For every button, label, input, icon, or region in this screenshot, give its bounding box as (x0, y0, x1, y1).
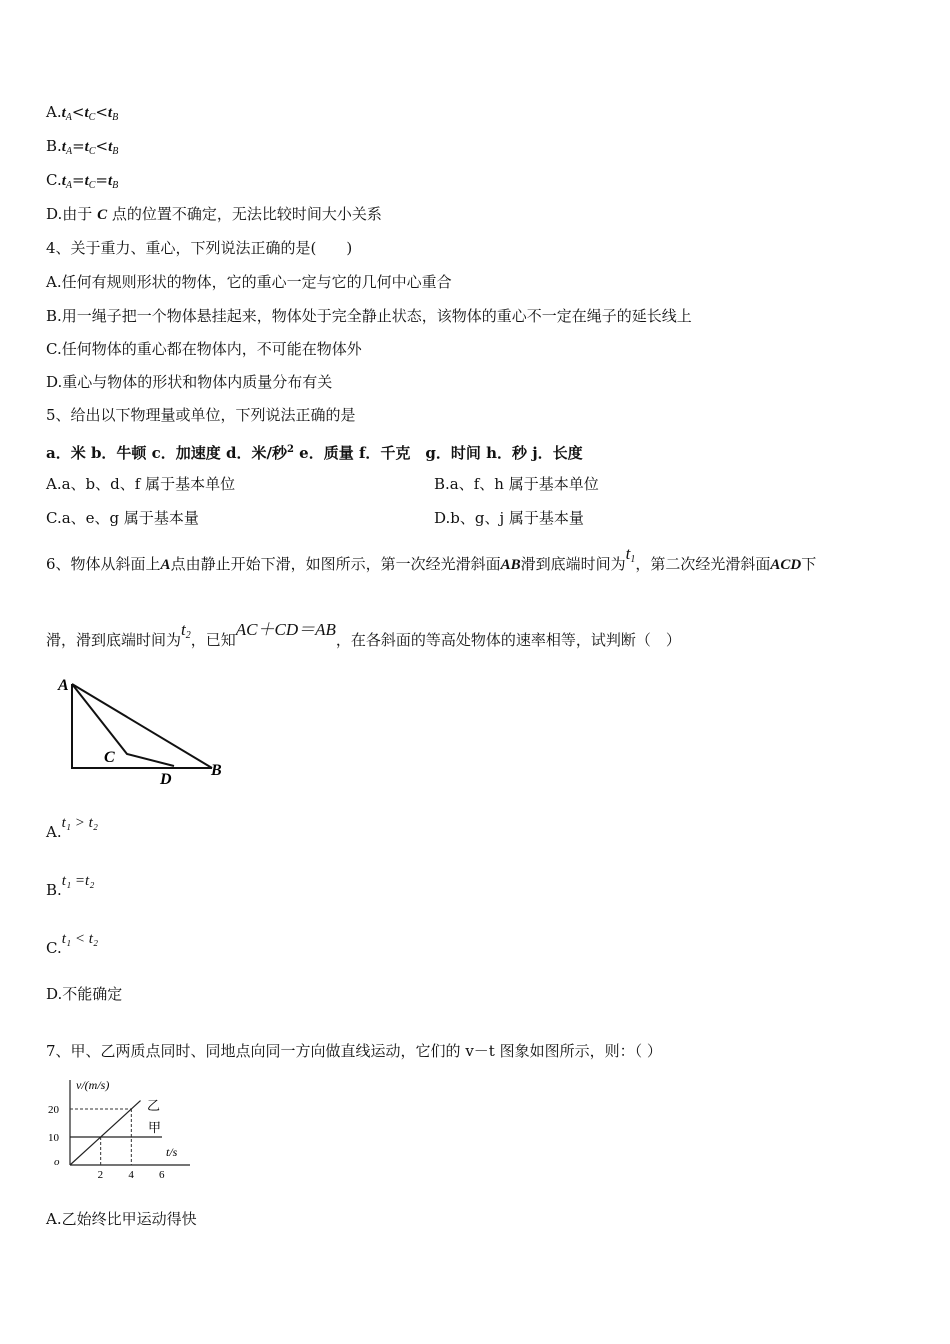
q7-vt-chart (40, 1072, 200, 1184)
q6-option-c[interactable]: C.t₁ < t₂ (46, 931, 99, 957)
q3-option-d[interactable]: D.由于 C 点的位置不确定，无法比较时间大小关系 (46, 205, 382, 223)
q5-option-d[interactable]: D.b、g、j 属于基本量 (434, 509, 584, 527)
series-label-jia: 甲 (148, 1120, 162, 1135)
q3-option-c[interactable]: $C.t_A=t_C=t_B$ (46, 171, 119, 191)
x-tick-label: 6 (159, 1169, 165, 1181)
label-d: D (160, 771, 172, 788)
q4-option-a[interactable]: A.任何有规则形状的物体，它的重心一定与它的几何中心重合 (46, 273, 452, 291)
y-tick-label: 20 (48, 1104, 59, 1116)
q7-option-a[interactable]: A.乙始终比甲运动得快 (46, 1210, 197, 1228)
x-tick-label: 4 (128, 1169, 134, 1181)
x-tick-label: 2 (97, 1169, 104, 1181)
incline-ab (72, 684, 212, 768)
q3-option-b[interactable]: $B.t_A=t_C<t_B$ (46, 137, 119, 157)
origin-label: o (54, 1156, 60, 1168)
q6-stem-line1: 6、物体从斜面上A点由静止开始下滑，如图所示，第一次经光滑斜面AB滑到底端时间为$t_1$，第二次经光滑斜面ACD下 (46, 544, 817, 573)
series-label-yi: 乙 (147, 1098, 161, 1113)
q6-option-b[interactable]: B.t₁ =t₂ (46, 873, 95, 899)
q5-option-a[interactable]: A.a、b、d、f 属于基本单位 (46, 475, 236, 493)
q3-option-a[interactable]: $A.t_A<t_C<t_B$ (46, 103, 119, 123)
q6-option-d[interactable]: D.不能确定 (46, 985, 123, 1003)
q4-option-d[interactable]: D.重心与物体的形状和物体内质量分布有关 (46, 373, 333, 391)
q5-list: a．米 b．牛顿 c．加速度 d．米/秒$^2$ e．质量 f．千克 g．时间 h．秒 j．长度 (46, 444, 583, 462)
q7-stem: 7、甲、乙两质点同时、同地点向同一方向做直线运动，它们的 v－t 图象如图所示，则：（ ） (46, 1042, 662, 1060)
x-axis-label: t/s (166, 1145, 178, 1159)
q4-option-c[interactable]: C.任何物体的重心都在物体内，不可能在物体外 (46, 340, 362, 358)
q6-incline-figure (54, 674, 234, 790)
q4-stem: 4、关于重力、重心，下列说法正确的是( ) (46, 239, 353, 257)
y-tick-label: 10 (48, 1132, 59, 1144)
label-b: B (211, 762, 222, 779)
series-line-yi (70, 1101, 141, 1165)
label-a: A (58, 677, 69, 694)
q5-option-b[interactable]: B.a、f、h 属于基本单位 (434, 475, 599, 493)
q5-stem: 5、给出以下物理量或单位，下列说法正确的是 (46, 406, 356, 424)
incline-acd (72, 684, 174, 766)
q4-option-b[interactable]: B.用一绳子把一个物体悬挂起来，物体处于完全静止状态，该物体的重心不一定在绳子的延长线上 (46, 307, 692, 325)
q6-stem-line2: 滑，滑到底端时间为$t_2$，已知AC＋CD＝AB，在各斜面的等高处物体的速率相等，试判断（ ） (46, 620, 681, 649)
label-c: C (104, 749, 115, 766)
q5-option-c[interactable]: C.a、e、g 属于基本量 (46, 509, 199, 527)
y-axis-label: v/(m/s) (76, 1078, 110, 1092)
q6-option-a[interactable]: A.t₁ > t₂ (46, 815, 98, 841)
